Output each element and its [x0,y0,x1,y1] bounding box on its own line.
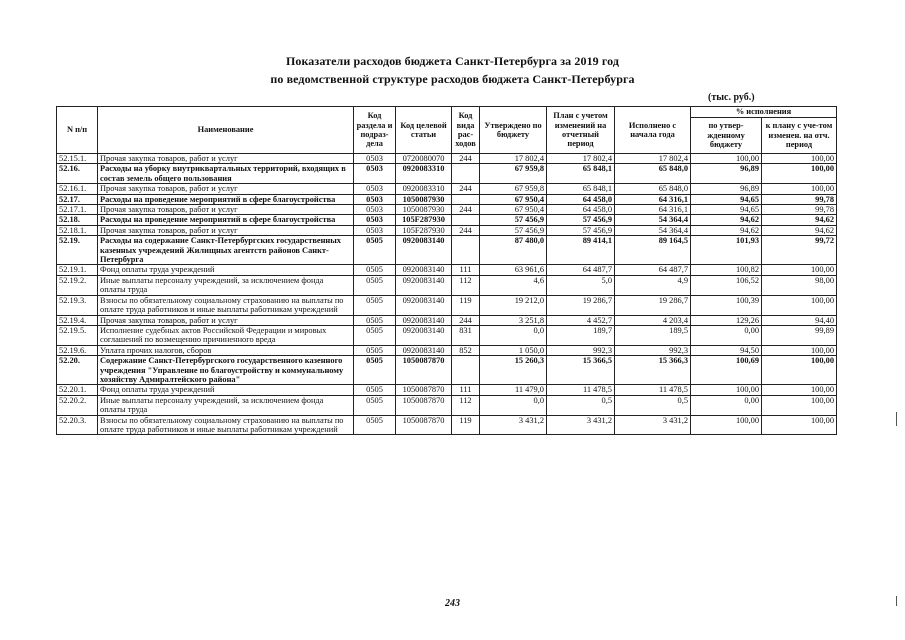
table-row [57,184,837,194]
row-target-code: 0920083140 [396,265,452,275]
row-plan: 65 848,1 [547,164,615,184]
row-pct-approved: 96,89 [691,164,762,184]
row-type-code: 244 [452,315,480,325]
table-row [57,154,837,164]
row-type-code [452,194,480,204]
row-approved: 0,0 [480,395,547,415]
row-plan: 64 487,7 [547,265,615,275]
header-target: Код целевой статьи [396,107,452,154]
row-type-code: 111 [452,385,480,395]
row-type-code [452,164,480,184]
row-executed: 15 366,3 [615,356,691,385]
row-section-code: 0503 [354,205,396,215]
row-section-code: 0503 [354,154,396,164]
row-target-code: 1050087870 [396,395,452,415]
row-number: 52.17.1. [57,205,98,215]
table-row [57,295,837,315]
row-executed: 189,5 [615,325,691,345]
document-title-line2: по ведомственной структуре расходов бюджета Санкт-Петербурга [270,72,635,86]
row-executed: 89 164,5 [615,236,691,265]
row-target-code: 0920083310 [396,184,452,194]
row-section-code: 0505 [354,315,396,325]
row-type-code: 112 [452,395,480,415]
row-approved: 67 959,8 [480,184,547,194]
row-section-code: 0505 [354,265,396,275]
row-type-code: 119 [452,415,480,435]
row-name: Взносы по обязательному социальному страхованию на выплаты по оплате труда работников и иные выплаты работникам учреждений [98,295,354,315]
row-section-code: 0503 [354,215,396,225]
row-target-code: 105F287930 [396,225,452,235]
row-pct-plan: 99,72 [762,236,837,265]
row-name: Иные выплаты персоналу учреждений, за исключением фонда оплаты труда [98,275,354,295]
row-executed: 54 364,4 [615,215,691,225]
row-pct-plan: 100,00 [762,385,837,395]
row-section-code: 0503 [354,225,396,235]
row-approved: 87 480,0 [480,236,547,265]
row-target-code: 0920083140 [396,325,452,345]
row-plan: 15 366,5 [547,356,615,385]
row-approved: 0,0 [480,325,547,345]
row-plan: 5,0 [547,275,615,295]
row-number: 52.19.4. [57,315,98,325]
page-number: 243 [445,598,460,609]
table-row [57,415,837,435]
row-section-code: 0505 [354,275,396,295]
row-section-code: 0503 [354,184,396,194]
row-executed: 65 848,0 [615,164,691,184]
row-pct-plan: 94,62 [762,225,837,235]
row-section-code: 0505 [354,345,396,355]
row-pct-approved: 100,69 [691,356,762,385]
row-target-code: 0920083140 [396,345,452,355]
row-name: Расходы на уборку внутриквартальных территорий, входящих в состав земель общего пользования [98,164,354,184]
row-section-code: 0505 [354,295,396,315]
table-row [57,315,837,325]
row-executed: 4 203,4 [615,315,691,325]
row-target-code: 0920083140 [396,295,452,315]
row-executed: 11 478,5 [615,385,691,395]
row-type-code: 244 [452,154,480,164]
table-row [57,205,837,215]
row-plan: 0,5 [547,395,615,415]
row-type-code: 111 [452,265,480,275]
row-number: 52.18.1. [57,225,98,235]
header-name: Наименование [98,107,354,154]
row-target-code: 0920083310 [396,164,452,184]
row-number: 52.19.5. [57,325,98,345]
header-pct-group: % исполнения [691,107,837,118]
row-section-code: 0505 [354,325,396,345]
row-name: Исполнение судебных актов Российской Федерации и мировых соглашений по возмещению причиненного вреда [98,325,354,345]
table-row [57,265,837,275]
row-target-code: 1050087870 [396,385,452,395]
row-name: Расходы на проведение мероприятий в сфере благоустройства [98,194,354,204]
row-plan: 19 286,7 [547,295,615,315]
row-number: 52.19.1. [57,265,98,275]
scan-edge-mark [896,596,897,606]
table-row [57,385,837,395]
row-plan: 3 431,2 [547,415,615,435]
row-approved: 11 479,0 [480,385,547,395]
row-approved: 67 959,8 [480,164,547,184]
table-row [57,356,837,385]
row-number: 52.19.2. [57,275,98,295]
row-pct-approved: 100,00 [691,415,762,435]
row-name: Прочая закупка товаров, работ и услуг [98,225,354,235]
table-row [57,395,837,415]
row-pct-approved: 100,00 [691,385,762,395]
row-executed: 0,5 [615,395,691,415]
row-plan: 89 414,1 [547,236,615,265]
table-body [57,154,837,435]
row-plan: 64 458,0 [547,194,615,204]
row-pct-approved: 100,39 [691,295,762,315]
row-number: 52.18. [57,215,98,225]
row-pct-approved: 129,26 [691,315,762,325]
row-approved: 67 950,4 [480,194,547,204]
row-target-code: 1050087930 [396,205,452,215]
row-target-code: 105F287930 [396,215,452,225]
row-name: Фонд оплаты труда учреждений [98,265,354,275]
row-pct-plan: 100,00 [762,154,837,164]
row-number: 52.20.3. [57,415,98,435]
row-number: 52.17. [57,194,98,204]
row-executed: 64 487,7 [615,265,691,275]
row-executed: 65 848,0 [615,184,691,194]
row-executed: 4,9 [615,275,691,295]
header-num: N п/п [57,107,98,154]
table-row [57,236,837,265]
header-section: Код раздела и подраз-дела [354,107,396,154]
row-pct-plan: 100,00 [762,345,837,355]
row-approved: 17 802,4 [480,154,547,164]
row-number: 52.20.1. [57,385,98,395]
row-plan: 64 458,0 [547,205,615,215]
table-row [57,275,837,295]
row-plan: 17 802,4 [547,154,615,164]
row-number: 52.20.2. [57,395,98,415]
row-number: 52.16.1. [57,184,98,194]
row-number: 52.16. [57,164,98,184]
row-type-code: 244 [452,184,480,194]
row-section-code: 0505 [354,395,396,415]
row-section-code: 0505 [354,385,396,395]
row-pct-approved: 94,62 [691,215,762,225]
budget-table [56,106,837,435]
row-pct-plan: 98,00 [762,275,837,295]
row-name: Содержание Санкт-Петербургского государственного казенного учреждения "Управление по благоустройству и коммунальному хозяйству Адмиралтейского района" [98,356,354,385]
row-name: Фонд оплаты труда учреждений [98,385,354,395]
header-pct-plan: к плану с уче-том изменен. на отч. период [762,118,837,154]
row-pct-plan: 99,89 [762,325,837,345]
row-target-code: 0920083140 [396,236,452,265]
row-pct-plan: 100,00 [762,164,837,184]
table-row [57,215,837,225]
row-plan: 4 452,7 [547,315,615,325]
row-type-code [452,215,480,225]
row-plan: 57 456,9 [547,225,615,235]
row-section-code: 0503 [354,194,396,204]
row-plan: 189,7 [547,325,615,345]
row-section-code: 0505 [354,356,396,385]
row-name: Расходы на проведение мероприятий в сфере благоустройства [98,215,354,225]
row-pct-approved: 100,82 [691,265,762,275]
row-pct-plan: 99,78 [762,205,837,215]
header-approved: Утверждено по бюджету [480,107,547,154]
row-pct-plan: 94,62 [762,215,837,225]
row-pct-approved: 100,00 [691,154,762,164]
row-pct-approved: 101,93 [691,236,762,265]
row-name: Иные выплаты персоналу учреждений, за исключением фонда оплаты труда [98,395,354,415]
row-approved: 3 431,2 [480,415,547,435]
header-type: Код вида рас-ходов [452,107,480,154]
row-pct-plan: 100,00 [762,395,837,415]
row-pct-approved: 94,65 [691,205,762,215]
row-name: Прочая закупка товаров, работ и услуг [98,315,354,325]
row-pct-plan: 100,00 [762,184,837,194]
row-plan: 57 456,9 [547,215,615,225]
units-label: (тыс. руб.) [708,92,755,103]
row-type-code [452,356,480,385]
table-row [57,345,837,355]
row-type-code: 244 [452,225,480,235]
row-pct-approved: 0,00 [691,395,762,415]
row-pct-approved: 94,62 [691,225,762,235]
row-approved: 3 251,8 [480,315,547,325]
row-section-code: 0503 [354,164,396,184]
document-title-line1: Показатели расходов бюджета Санкт-Петербурга за 2019 год [285,54,620,68]
row-approved: 57 456,9 [480,215,547,225]
row-pct-plan: 94,40 [762,315,837,325]
row-plan: 992,3 [547,345,615,355]
row-target-code: 1050087870 [396,415,452,435]
row-type-code: 831 [452,325,480,345]
row-target-code: 0920083140 [396,315,452,325]
row-type-code [452,236,480,265]
row-pct-plan: 100,00 [762,415,837,435]
row-executed: 64 316,1 [615,194,691,204]
row-executed: 3 431,2 [615,415,691,435]
row-pct-plan: 100,00 [762,265,837,275]
row-type-code: 852 [452,345,480,355]
row-target-code: 1050087870 [396,356,452,385]
row-type-code: 244 [452,205,480,215]
table-row [57,325,837,345]
row-number: 52.15.1. [57,154,98,164]
table-row [57,164,837,184]
row-pct-plan: 100,00 [762,356,837,385]
row-approved: 15 260,3 [480,356,547,385]
row-number: 52.19. [57,236,98,265]
scan-edge-mark [896,412,897,426]
row-pct-plan: 100,00 [762,295,837,315]
row-executed: 992,3 [615,345,691,355]
row-pct-approved: 0,00 [691,325,762,345]
header-executed: Исполнено с начала года [615,107,691,154]
row-executed: 64 316,1 [615,205,691,215]
row-approved: 1 050,0 [480,345,547,355]
row-name: Прочая закупка товаров, работ и услуг [98,184,354,194]
row-pct-approved: 94,65 [691,194,762,204]
row-number: 52.19.3. [57,295,98,315]
header-pct-approved: по утвер-жденному бюджету [691,118,762,154]
row-plan: 11 478,5 [547,385,615,395]
row-target-code: 1050087930 [396,194,452,204]
row-number: 52.19.6. [57,345,98,355]
row-target-code: 0920083140 [396,275,452,295]
header-plan: План с учетом изменений на отчетный период [547,107,615,154]
row-name: Прочая закупка товаров, работ и услуг [98,154,354,164]
row-pct-approved: 94,50 [691,345,762,355]
row-number: 52.20. [57,356,98,385]
row-executed: 54 364,4 [615,225,691,235]
row-pct-approved: 96,89 [691,184,762,194]
row-approved: 19 212,0 [480,295,547,315]
row-name: Расходы на содержание Санкт-Петербургских государственных казенных учреждений Жилищных агентств районов Санкт-Петербурга [98,236,354,265]
row-type-code: 119 [452,295,480,315]
row-approved: 67 950,4 [480,205,547,215]
row-type-code: 112 [452,275,480,295]
row-executed: 17 802,4 [615,154,691,164]
row-target-code: 0720080070 [396,154,452,164]
row-approved: 63 961,6 [480,265,547,275]
row-name: Прочая закупка товаров, работ и услуг [98,205,354,215]
row-approved: 57 456,9 [480,225,547,235]
row-section-code: 0505 [354,415,396,435]
row-pct-plan: 99,78 [762,194,837,204]
row-plan: 65 848,1 [547,184,615,194]
table-row [57,194,837,204]
row-name: Взносы по обязательному социальному страхованию на выплаты по оплате труда работников и иные выплаты работникам учреждений [98,415,354,435]
row-name: Уплата прочих налогов, сборов [98,345,354,355]
row-executed: 19 286,7 [615,295,691,315]
row-approved: 4,6 [480,275,547,295]
row-section-code: 0505 [354,236,396,265]
table-row [57,225,837,235]
row-pct-approved: 106,52 [691,275,762,295]
